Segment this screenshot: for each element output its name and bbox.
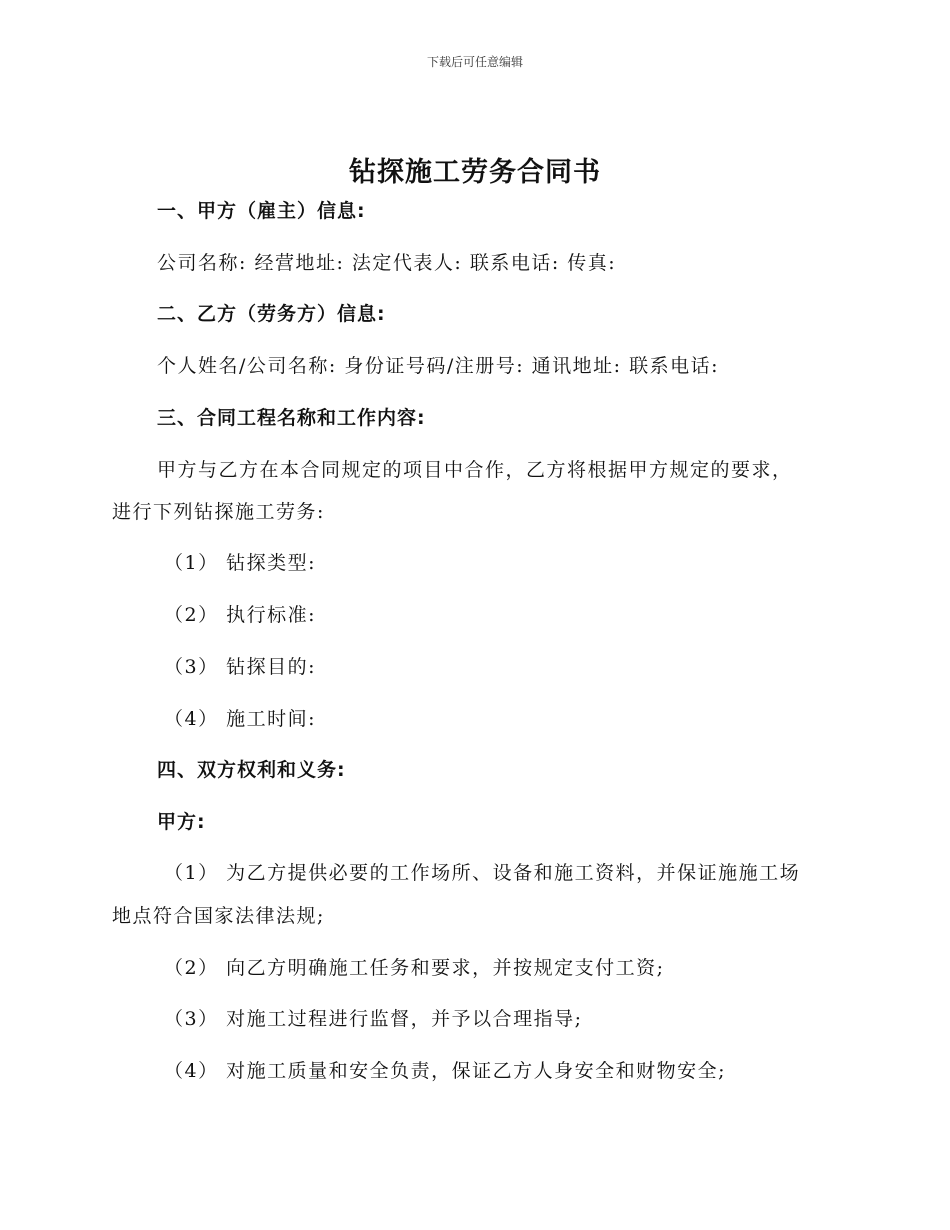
page-header-note: 下载后可任意编辑	[426, 55, 523, 69]
party-b-fields: 个人姓名/公司名称: 身份证号码/注册号: 通讯地址: 联系电话:	[157, 355, 720, 377]
party-a-duty-continuation: 地点符合国家法律法规;	[112, 905, 325, 927]
project-item: （4） 施工时间:	[164, 708, 317, 730]
project-item: （3） 钻探目的:	[164, 656, 317, 678]
section-party-b-heading: 二、乙方（劳务方）信息:	[157, 303, 386, 325]
party-a-fields: 公司名称: 经营地址: 法定代表人: 联系电话: 传真:	[157, 252, 617, 274]
section-project-heading: 三、合同工程名称和工作内容:	[157, 407, 426, 429]
project-paragraph-line-2: 进行下列钻探施工劳务:	[112, 501, 325, 523]
party-a-duty-item: （4） 对施工质量和安全负责，保证乙方人身安全和财物安全;	[164, 1060, 727, 1082]
document-title: 钻探施工劳务合同书	[349, 157, 601, 188]
party-a-duty-item: （2） 向乙方明确施工任务和要求，并按规定支付工资;	[164, 957, 665, 979]
project-item: （2） 执行标准:	[164, 604, 317, 626]
section-rights-heading: 四、双方权利和义务:	[157, 759, 346, 781]
party-a-duty-item: （3） 对施工过程进行监督，并予以合理指导;	[164, 1008, 583, 1030]
project-item: （1） 钻探类型:	[164, 552, 317, 574]
party-a-duty-item: （1） 为乙方提供必要的工作场所、设备和施工资料，并保证施施工场	[164, 862, 801, 884]
party-a-label: 甲方:	[157, 811, 206, 833]
section-party-a-heading: 一、甲方（雇主）信息:	[157, 200, 366, 222]
project-paragraph-line-1: 甲方与乙方在本合同规定的项目中合作，乙方将根据甲方规定的要求，	[157, 459, 793, 481]
